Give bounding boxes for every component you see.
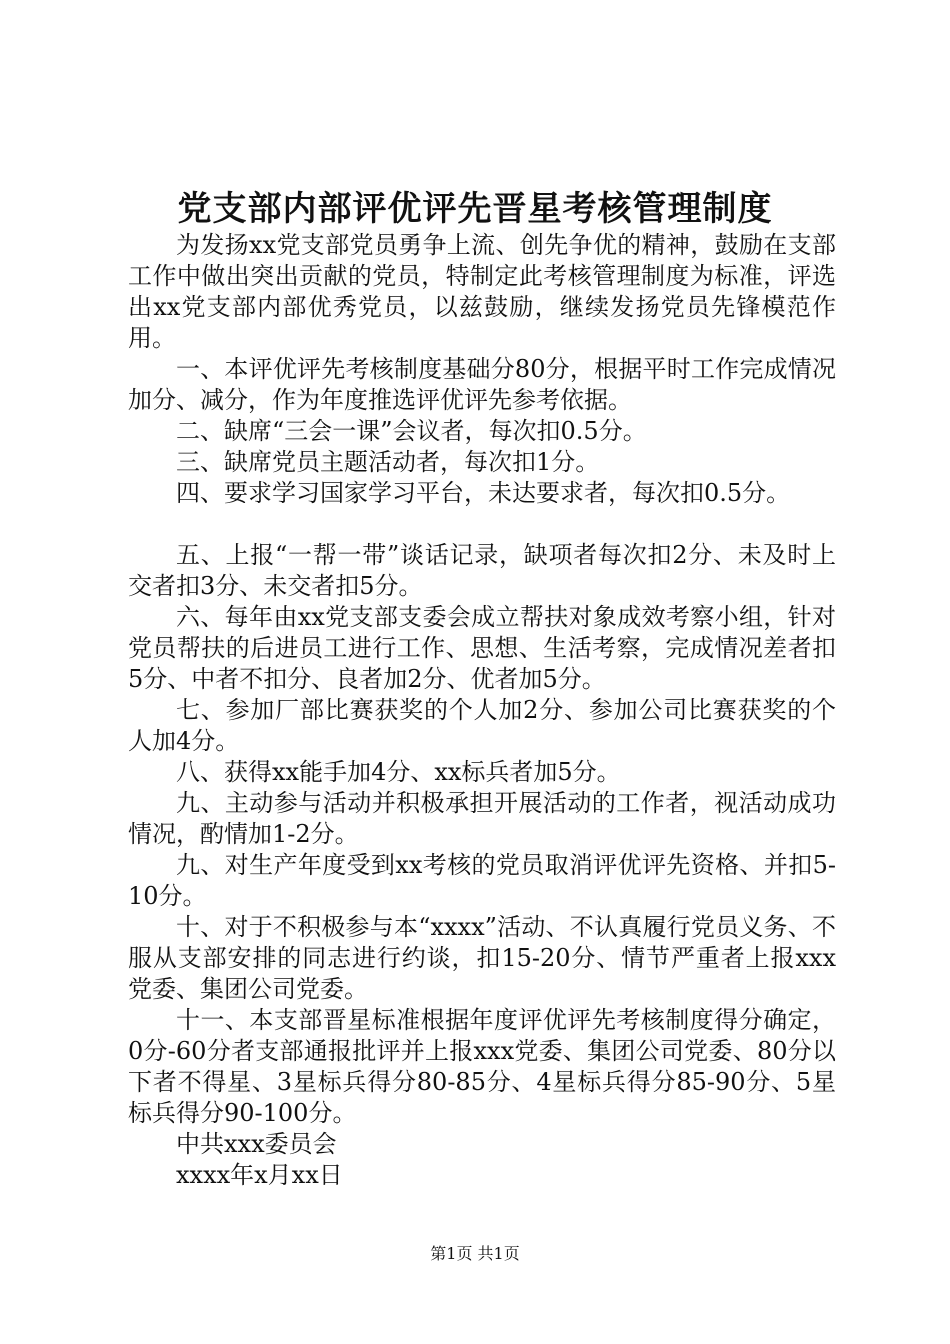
paragraph-intro: 为发扬xx党支部党员勇争上流、创先争优的精神，鼓励在支部工作中做出突出贡献的党员，特制定此考核管理制度为标准，评选出xx党支部内部优秀党员，以兹鼓励，继续发扬党员先锋模范作用。 (128, 231, 836, 352)
signature-organization: 中共xxx委员会 (176, 1130, 337, 1158)
paragraph-rule-6: 六、每年由xx党支部支委会成立帮扶对象成效考察小组，针对党员帮扶的后进员工进行工作、思想、生活考察，完成情况差者扣5分、中者不扣分、良者加2分、优者加5分。 (128, 603, 836, 693)
page-footer: 第1页 共1页 (430, 1244, 520, 1263)
paragraph-rule-1: 一、本评优评先考核制度基础分80分，根据平时工作完成情况加分、减分，作为年度推选评优评先参考依据。 (128, 355, 836, 414)
paragraph-rule-8: 八、获得xx能手加4分、xx标兵者加5分。 (176, 758, 621, 786)
paragraph-rule-9b: 九、对生产年度受到xx考核的党员取消评优评先资格、并扣5-10分。 (128, 851, 836, 910)
paragraph-rule-10: 十、对于不积极参与本“xxxx”活动、不认真履行党员义务、不服从支部安排的同志进行约谈，扣15-20分、情节严重者上报xxx党委、集团公司党委。 (128, 913, 836, 1003)
paragraph-rule-7: 七、参加厂部比赛获奖的个人加2分、参加公司比赛获奖的个人加4分。 (128, 696, 836, 755)
paragraph-rule-5: 五、上报“一帮一带”谈话记录，缺项者每次扣2分、未及时上交者扣3分、未交者扣5分。 (128, 541, 836, 600)
paragraph-rule-3: 三、缺席党员主题活动者，每次扣1分。 (176, 448, 600, 476)
signature-date: xxxx年x月xx日 (176, 1161, 343, 1189)
document-body (128, 230, 836, 1191)
paragraph-rule-9a: 九、主动参与活动并积极承担开展活动的工作者，视活动成功情况，酌情加1-2分。 (128, 789, 836, 848)
paragraph-rule-4: 四、要求学习国家学习平台，未达要求者，每次扣0.5分。 (176, 479, 791, 507)
document-title: 党支部内部评优评先晋星考核管理制度 (177, 189, 773, 229)
paragraph-rule-11: 十一、本支部晋星标准根据年度评优评先考核制度得分确定，0分-60分者支部通报批评并上报xxx党委、集团公司党委、80分以下者不得星、3星标兵得分80-85分、4星标兵得分85-90分、5星标兵得分90-100分。 (128, 1006, 836, 1127)
paragraph-rule-2: 二、缺席“三会一课”会议者，每次扣0.5分。 (176, 417, 647, 445)
